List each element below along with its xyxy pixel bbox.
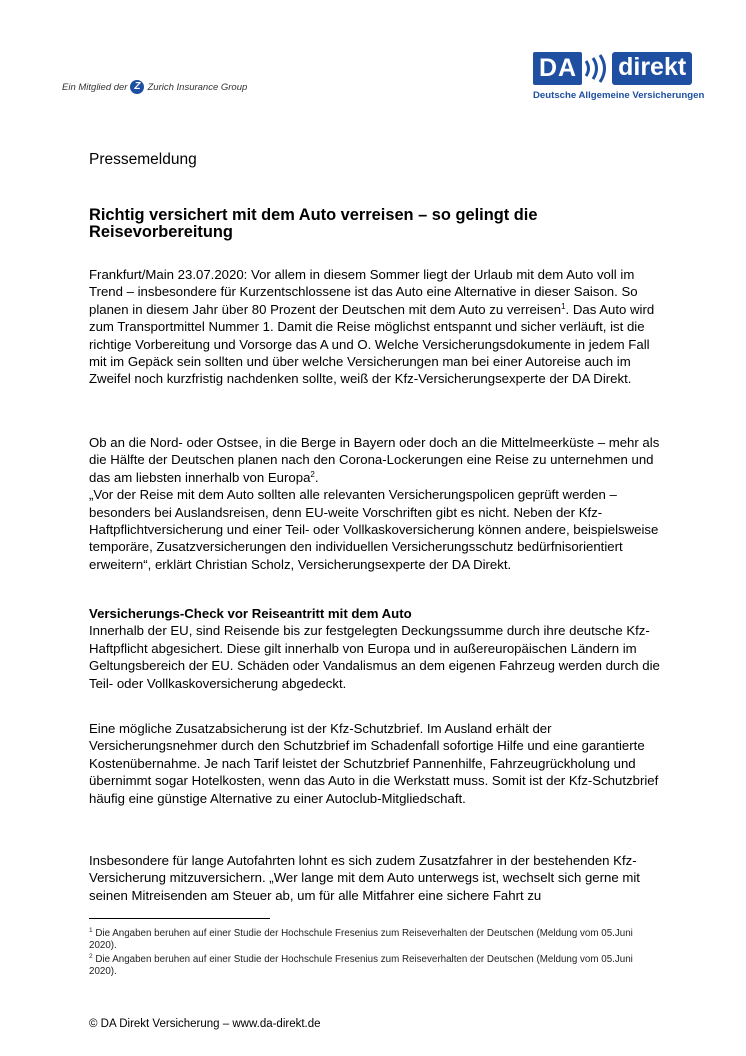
da-direkt-logo xyxy=(533,50,733,120)
travel-text-a: Ob an die Nord- oder Ostsee, in die Berge in Bayern oder doch an die Mittelmeerküste – mehr als die Hälfte der Deutschen planen nach den Corona-Lockerungen eine Reise zu unternehmen und das am liebsten innerhalb von Europa xyxy=(89,435,660,485)
page-footer: © DA Direkt Versicherung – www.da-direkt.de xyxy=(89,1018,321,1030)
signal-waves-icon xyxy=(582,52,612,85)
expert-quote: „Vor der Reise mit dem Auto sollten alle relevanten Versicherungspolicen geprüft werden – besonders bei Auslandsreisen, denn EU-weite Vorschriften gibt es nicht. Neben der Kfz-Haftpflichtversicherung und einer Teil- oder Vollkaskoversicherung können andere, beispielsweise temporäre, Zusatzversicherungen den individuellen Versicherungsschutz bedürfnisorientiert erweitern“, erklärt Christian Scholz, Versicherungsexperte der DA Direkt. xyxy=(89,487,659,572)
section-heading: Versicherungs-Check vor Reiseantritt mit dem Auto xyxy=(89,606,412,621)
footnote-1 xyxy=(89,928,649,952)
footnote-ref-2: 2 xyxy=(310,469,315,479)
logo-direkt: direkt xyxy=(612,52,692,85)
footnote-number: 2 xyxy=(89,953,93,960)
footnote-ref-1: 1 xyxy=(561,301,566,311)
zurich-logo-icon: Z xyxy=(130,80,144,94)
headline: Richtig versichert mit dem Auto verreisen – so gelingt die Reisevorbereitung xyxy=(89,206,538,241)
footnote-text: Die Angaben beruhen auf einer Studie der Hochschule Fresenius zum Reiseverhalten der Deutschen (Meldung vom 05.Juni 2020). xyxy=(89,928,633,951)
paragraph-zusatzfahrer xyxy=(89,852,664,904)
paragraph-travel xyxy=(89,434,664,573)
zusatzfahrer-text: Insbesondere für lange Autofahrten lohnt es sich zudem Zusatzfahrer in der bestehenden Kfz-Versicherung mitzuversichern. „Wer lange mit dem Auto unterwegs ist, wechselt sich gerne mit seinen Mitreisenden am Steuer ab, um für alle Mitfahrer eine sichere Fahrt zu xyxy=(89,853,640,903)
footnote-2 xyxy=(89,954,649,978)
member-prefix: Ein Mitglied der xyxy=(62,81,128,93)
footnote-separator xyxy=(89,918,270,919)
logo-subline: Deutsche Allgemeine Versicherungen xyxy=(533,90,705,101)
footnote-number: 1 xyxy=(89,927,93,934)
paragraph-intro xyxy=(89,266,664,388)
logo-da: DA xyxy=(533,52,582,85)
intro-text-b: . Das Auto wird zum Transportmittel Nummer 1. Damit die Reise möglichst entspannt und sicher verläuft, ist die richtige Vorbereitung und Vorsorge das A und O. Welche Versicherungsdokumente in jedem Fall mit im Gepäck sein sollten und über welche Versicherungen man bei einer Autoreise auch im Zweifel noch kurzfristig nachdenken sollte, weiß der Kfz-Versicherungsexperte der DA Direkt. xyxy=(89,301,655,387)
document-type: Pressemeldung xyxy=(89,151,197,168)
intro-text-a: Frankfurt/Main 23.07.2020: Vor allem in diesem Sommer liegt der Urlaub mit dem Auto voll im Trend – insbesondere für Kurzentschlossene ist das Auto eine Alternative in dieser Saison. So planen in diesem Jahr über 80 Prozent der Deutschen mit dem Auto zu verreisen xyxy=(89,267,638,317)
check-text: Innerhalb der EU, sind Reisende bis zur festgelegten Deckungssumme durch ihre deutsche Kfz-Haftpflicht abgesichert. Diese gilt innerhalb von Europa und in außereuropäischen Ländern im Geltungsbereich der EU. Schäden oder Vandalismus an dem eigenen Fahrzeug werden durch die Teil- oder Vollkaskoversicherung abgedeckt. xyxy=(89,623,660,691)
footnote-text: Die Angaben beruhen auf einer Studie der Hochschule Fresenius zum Reiseverhalten der Deutschen (Meldung vom 05.Juni 2020). xyxy=(89,954,633,977)
travel-text-b: . xyxy=(314,469,319,485)
member-group: Zurich Insurance Group xyxy=(147,81,248,93)
paragraph-check xyxy=(89,605,664,692)
paragraph-schutzbrief xyxy=(89,720,664,807)
schutzbrief-text: Eine mögliche Zusatzabsicherung ist der Kfz-Schutzbrief. Im Ausland erhält der Versicherungsnehmer durch den Schutzbrief im Schadenfall sofortige Hilfe und eine garantierte Kostenübernahme. Je nach Tarif leistet der Schutzbrief Pannenhilfe, Fahrzeugrückholung und übernimmt sogar Hotelkosten, wenn das Auto in die Werkstatt muss. Somit ist der Kfz-Schutzbrief häufig eine günstige Alternative zu einer Autoclub-Mitgliedschaft. xyxy=(89,721,659,806)
member-tagline xyxy=(62,80,247,94)
